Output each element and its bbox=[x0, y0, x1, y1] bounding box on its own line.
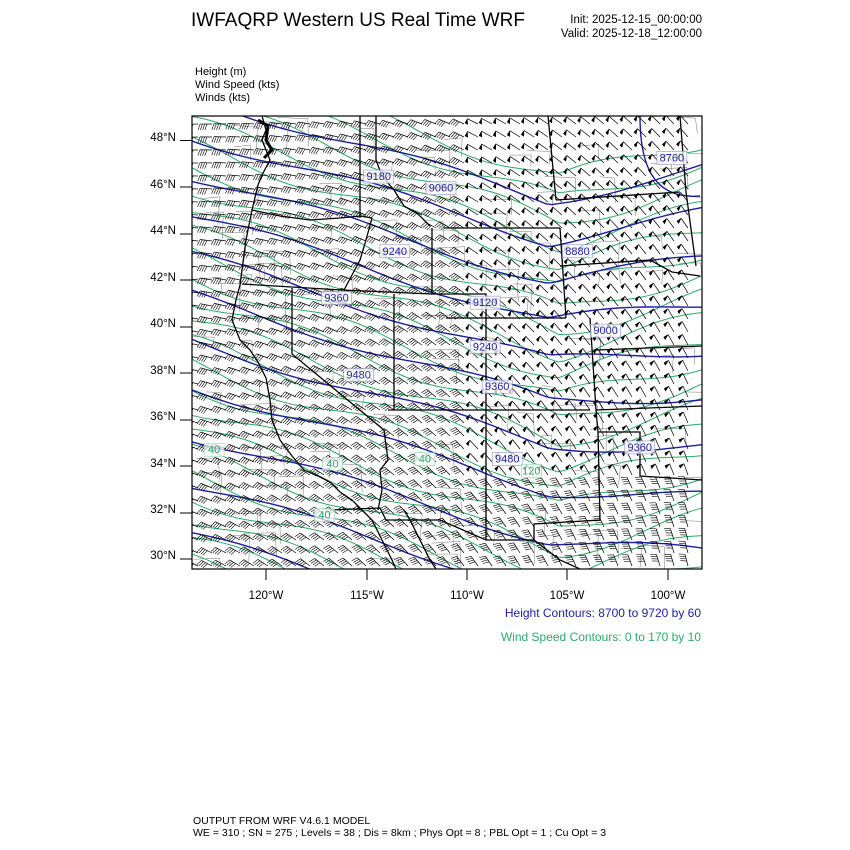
wind-barb-feather bbox=[183, 458, 187, 463]
wind-barb-feather bbox=[185, 472, 189, 477]
wind-barb-feather bbox=[186, 291, 189, 297]
wind-barb-feather bbox=[187, 356, 190, 361]
wind-barb-feather bbox=[189, 163, 191, 169]
wind-barb-feather bbox=[183, 278, 186, 284]
wind-barb-feather bbox=[184, 189, 186, 195]
wind-barb-feather bbox=[183, 394, 187, 399]
wind-barb-feather bbox=[186, 214, 188, 220]
wind-barb-feather bbox=[185, 459, 189, 464]
wind-barb-feather bbox=[188, 292, 191, 298]
wind-barb-feather bbox=[187, 395, 191, 400]
wind-barb-feather bbox=[183, 317, 186, 323]
wind-barb-feather bbox=[186, 163, 188, 169]
wind-barb-feather bbox=[185, 420, 189, 425]
wind-barb-feather bbox=[188, 189, 190, 195]
map-plot bbox=[140, 105, 710, 605]
valid-time: Valid: 2025-12-18_12:00:00 bbox=[560, 28, 702, 40]
wind-barb-feather bbox=[188, 227, 190, 233]
wind-barb-feather bbox=[187, 382, 190, 387]
field-label-winds: Winds (kts) bbox=[195, 92, 250, 104]
wind-barb-feather bbox=[185, 356, 188, 361]
wind-barb-feather bbox=[185, 382, 188, 387]
field-label-wind-speed: Wind Speed (kts) bbox=[195, 79, 280, 91]
wind-barb-feather bbox=[183, 445, 187, 450]
wind-barb-feather bbox=[188, 240, 191, 246]
wind-barb-feather bbox=[183, 471, 187, 476]
wind-barb-feather bbox=[185, 343, 188, 348]
wind-barb-feather bbox=[185, 304, 188, 310]
init-time: Init: 2025-12-15_00:00:00 bbox=[570, 14, 702, 26]
wind-barb-feather bbox=[186, 150, 188, 156]
wind-barb-feather bbox=[186, 227, 188, 233]
wind-barb-feather bbox=[185, 317, 188, 323]
wind-barb-feather bbox=[187, 485, 191, 490]
wind-barb-feather bbox=[183, 381, 186, 386]
wind-barb-feather bbox=[183, 304, 186, 310]
wind-barb-feather bbox=[186, 253, 189, 259]
wind-barb-feather bbox=[187, 408, 191, 413]
wind-barb-feather bbox=[188, 202, 190, 208]
wind-barb-feather bbox=[188, 214, 190, 220]
wind-barb-feather bbox=[183, 342, 186, 347]
wind-barb-feather bbox=[185, 330, 188, 335]
wind-barb-feather bbox=[183, 432, 187, 437]
wind-barb-feather bbox=[183, 330, 186, 335]
wind-barb-feather bbox=[183, 484, 187, 489]
wind-barb-feather bbox=[189, 124, 191, 130]
wind-barb-feather bbox=[184, 163, 186, 169]
wind-barb-feather bbox=[183, 291, 186, 297]
wind-barb-feather bbox=[184, 214, 186, 220]
wind-barb-feather bbox=[184, 124, 186, 130]
wind-barb-feather bbox=[184, 227, 186, 233]
wind-barb-feather bbox=[183, 253, 186, 259]
wind-barb-feather bbox=[185, 407, 189, 412]
wind-barb-feather bbox=[188, 343, 191, 348]
wind-barb-feather bbox=[188, 331, 191, 336]
wind-barb-feather bbox=[184, 201, 186, 207]
wind-barb-feather bbox=[186, 189, 188, 195]
wind-barb-feather bbox=[187, 369, 190, 374]
wind-barb-feather bbox=[188, 305, 191, 311]
wind-barb-feather bbox=[185, 394, 189, 399]
wind-barb-feather bbox=[187, 460, 191, 465]
wind-barb-feather bbox=[188, 176, 190, 182]
wind-barb-feather bbox=[184, 176, 186, 182]
wind-barb-feather bbox=[183, 240, 186, 246]
wind-barb-feather bbox=[183, 265, 186, 271]
plot-title: IWFAQRP Western US Real Time WRF bbox=[191, 10, 525, 31]
wind-barb-feather bbox=[185, 484, 189, 489]
wind-barb-feather bbox=[186, 279, 189, 285]
wind-barb-feather bbox=[185, 433, 189, 438]
wind-barb-feather bbox=[187, 447, 191, 452]
wind-barb-feather bbox=[184, 150, 186, 156]
wind-barb-feather bbox=[186, 176, 188, 182]
wind-barb-feather bbox=[183, 407, 187, 412]
wind-barb-feather bbox=[186, 201, 188, 207]
wind-barb-feather bbox=[187, 472, 191, 477]
wind-barb-feather bbox=[186, 124, 188, 130]
wind-barb-feather bbox=[187, 421, 191, 426]
wind-barb-feather bbox=[186, 266, 189, 272]
wind-barb-feather bbox=[183, 355, 186, 360]
wind-barb-feather bbox=[189, 150, 191, 156]
wind-barb-feather bbox=[188, 266, 191, 272]
wind-barb-feather bbox=[188, 318, 191, 324]
wind-barb-feather bbox=[185, 446, 189, 451]
wind-barb-feather bbox=[187, 434, 191, 439]
field-label-height: Height (m) bbox=[195, 66, 247, 78]
wind-barb-feather bbox=[188, 253, 191, 259]
wind-barb-feather bbox=[186, 240, 189, 246]
